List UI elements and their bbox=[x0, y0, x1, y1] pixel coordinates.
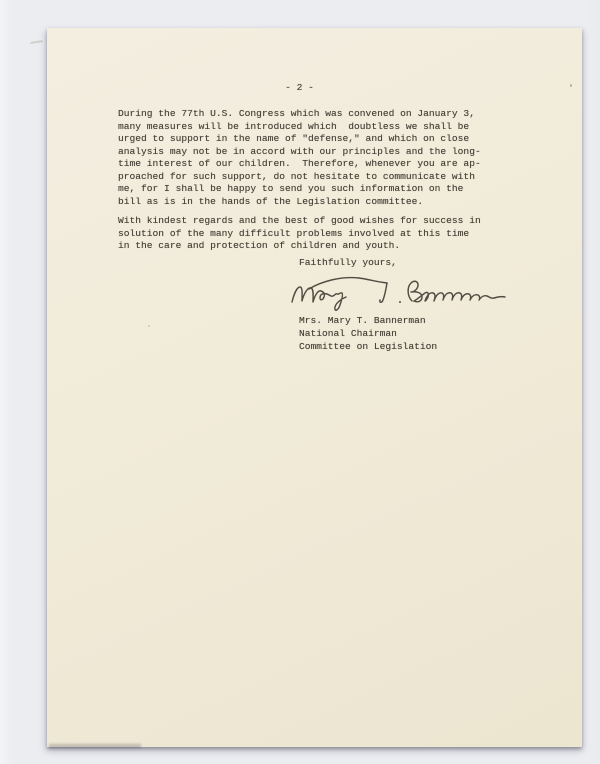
signer-block bbox=[299, 315, 437, 353]
page-number: - 2 - bbox=[285, 82, 314, 93]
body-line: proached for such support, do not hesitate to communicate with bbox=[118, 170, 475, 182]
body-line: solution of the many difficult problems involved at this time bbox=[118, 227, 470, 239]
complimentary-close: Faithfully yours, bbox=[299, 257, 397, 268]
body-line: me, for I shall be happy to send you such information on the bbox=[118, 183, 464, 194]
signer-name: Mrs. Mary T. Bannerman bbox=[299, 315, 426, 326]
body-line: in the care and protection of children and youth. bbox=[118, 240, 401, 251]
body-line: urged to support in the name of "defense," and which on close bbox=[118, 133, 470, 144]
body-paragraph-1 bbox=[118, 108, 481, 208]
signer-title: National Chairman bbox=[299, 327, 397, 339]
body-line: time interest of our children. Therefore, whenever you are ap- bbox=[118, 158, 481, 169]
paper-edge-shadow bbox=[49, 744, 141, 748]
body-line: During the 77th U.S. Congress which was convened on January 3, bbox=[118, 108, 475, 119]
body-line: many measures will be introduced which doubtless we shall be bbox=[118, 120, 470, 132]
body-line: With kindest regards and the best of good wishes for success in bbox=[118, 215, 481, 226]
signer-committee: Committee on Legislation bbox=[299, 340, 438, 352]
body-paragraph-2 bbox=[118, 215, 481, 253]
paper-speck bbox=[570, 84, 572, 87]
signature bbox=[287, 274, 509, 316]
pencil-mark bbox=[30, 40, 43, 44]
body-line: analysis may not be in accord with our principles and the long- bbox=[118, 145, 481, 157]
signature-handwriting bbox=[287, 274, 509, 316]
paper-speck bbox=[148, 325, 150, 327]
body-line: bill as is in the hands of the Legislation committee. bbox=[118, 195, 424, 207]
document-page bbox=[47, 28, 582, 747]
